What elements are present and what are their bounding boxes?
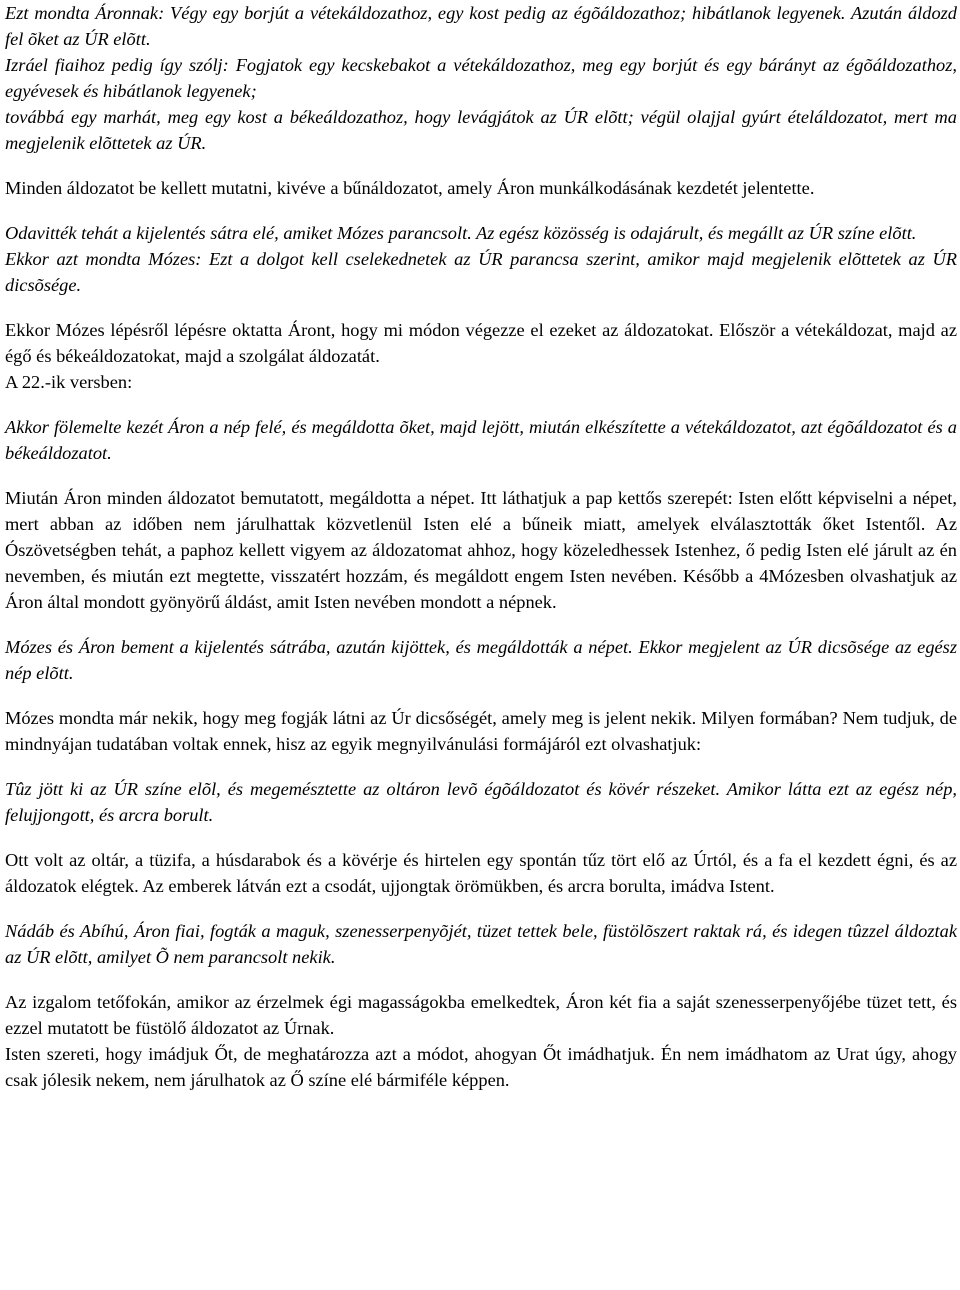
- italic-verse-paragraph: továbbá egy marhát, meg egy kost a békeáldozathoz, hogy levágjátok az ÚR elõtt; végül olajjal gyúrt ételáldozatot, mert ma megjelenik elõttetek az ÚR.: [5, 107, 957, 153]
- italic-verse-paragraph: Nádáb és Abíhú, Áron fiai, fogták a maguk, szenesserpenyõjét, tüzet tettek bele, füstölõszert raktak rá, és idegen tûzzel áldoztak az ÚR elõtt, amilyet Õ nem parancsolt nekik.: [5, 921, 957, 967]
- body-paragraph: Isten szereti, hogy imádjuk Őt, de meghatározza azt a módot, ahogyan Őt imádhatjuk. Én nem imádhatom az Urat úgy, ahogy csak jólesik nekem, nem járulhatok az Ő színe elé bármiféle képpen.: [5, 1044, 957, 1090]
- italic-verse-paragraph: Izráel fiaihoz pedig így szólj: Fogjatok egy kecskebakot a vétekáldozathoz, meg egy borjút és egy bárányt az égõáldozathoz, egyévesek és hibátlanok legyenek;: [5, 55, 957, 101]
- italic-verse-paragraph: Odavitték tehát a kijelentés sátra elé, amiket Mózes parancsolt. Az egész közösség is odajárult, és megállt az ÚR színe elõtt.: [5, 223, 917, 243]
- body-paragraph: Ekkor Mózes lépésről lépésre oktatta Áront, hogy mi módon végezze el ezeket az áldozatokat. Először a vétekáldozat, majd az égő és békeáldozatokat, majd a szolgálat áldozatát.: [5, 320, 957, 366]
- body-paragraph: Minden áldozatot be kellett mutatni, kivéve a bűnáldozatot, amely Áron munkálkodásának kezdetét jelentette.: [5, 178, 815, 198]
- italic-verse-paragraph: Akkor fölemelte kezét Áron a nép felé, és megáldotta õket, majd lejött, miután elkészítette a vétekáldozatot, azt égõáldozatot és a békeáldozatot.: [5, 417, 957, 463]
- italic-verse-paragraph: Tûz jött ki az ÚR színe elõl, és megemésztette az oltáron levõ égõáldozatot és kövér részeket. Amikor látta ezt az egész nép, felujjongott, és arcra borult.: [5, 779, 957, 825]
- italic-verse-paragraph: Ekkor azt mondta Mózes: Ezt a dolgot kell cselekednetek az ÚR parancsa szerint, amikor majd megjelenik elõttetek az ÚR dicsõsége.: [5, 249, 957, 295]
- italic-verse-paragraph: Mózes és Áron bement a kijelentés sátrába, azután kijöttek, és megáldották a népet. Ekkor megjelent az ÚR dicsõsége az egész nép elõtt.: [5, 637, 957, 683]
- body-paragraph: Az izgalom tetőfokán, amikor az érzelmek égi magasságokba emelkedtek, Áron két fia a saját szenesserpenyőjébe tüzet tett, és ezzel mutatott be füstölő áldozatot az Úrnak.: [5, 992, 957, 1038]
- body-paragraph: Mózes mondta már nekik, hogy meg fogják látni az Úr dicsőségét, amely meg is jelent nekik. Milyen formában? Nem tudjuk, de mindnyájan tudatában voltak ennek, hisz az egyik megnyilvánulási formájáról ezt olvashatjuk:: [5, 708, 957, 754]
- body-paragraph: Miután Áron minden áldozatot bemutatott, megáldotta a népet. Itt láthatjuk a pap kettős szerepét: Isten előtt képviselni a népet, mert abban az időben nem járulhattak közvetlenül Isten elé a bűneik miatt, amelyek elválasztották őket Istentől. Az Ószövetségben tehát, a paphoz kellett vigyem az áldozatomat ahhoz, hogy közeledhessek Istenhez, ő pedig Isten elé járult az én nevemben, és miután ezt megtette, visszatért hozzám, és megáldott engem Isten nevében. Később a 4Mózesben olvashatjuk az Áron által mondott gyönyörű áldást, amit Isten nevében mondott a népnek.: [5, 488, 957, 612]
- body-paragraph: A 22.-ik versben:: [5, 372, 133, 392]
- document-page: [5, 0, 957, 1093]
- italic-verse-paragraph: Ezt mondta Áronnak: Végy egy borjút a vétekáldozathoz, egy kost pedig az égõáldozathoz; hibátlanok legyenek. Azután áldozd fel õket az ÚR elõtt.: [5, 3, 957, 49]
- body-paragraph: Ott volt az oltár, a tüzifa, a húsdarabok és a kövérje és hirtelen egy spontán tűz tört elő az Úrtól, és a fa el kezdett égni, és az áldozatok elégtek. Az emberek látván ezt a csodát, ujjongtak örömükben, és arcra borulta, imádva Istent.: [5, 850, 957, 896]
